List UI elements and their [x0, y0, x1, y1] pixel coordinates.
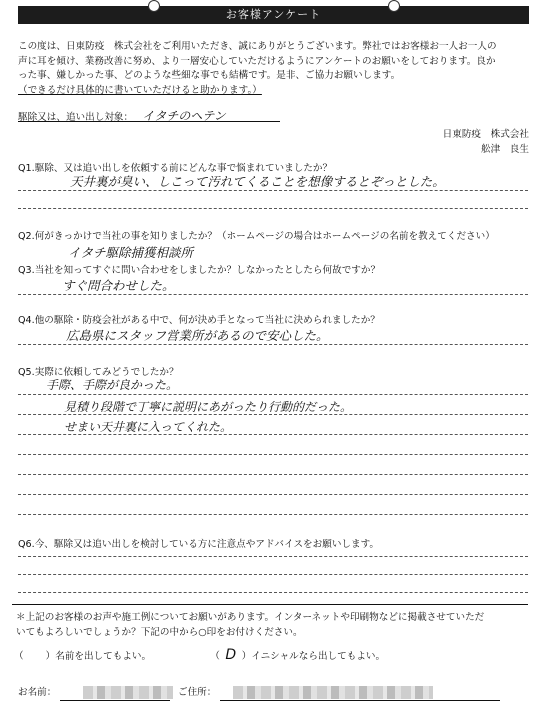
consent-option-name[interactable]: （ ）名前を出してもよい。: [14, 651, 152, 662]
intro-line: この度は、日東防疫 株式会社をご利用いただき、誠にありがとうございます。弊社ではお客様お一人お一人の: [18, 41, 497, 52]
option2-mark: D: [225, 647, 237, 663]
consent-options: [14, 647, 385, 663]
answer-3-handwritten: すぐ問合わせした。: [62, 278, 175, 293]
answer-1-handwritten: 天井裏が臭い、しこって汚れてくることを想像するとぞっとした。: [70, 174, 445, 189]
punch-hole-mark: [148, 0, 160, 12]
intro-line: 声に耳を傾け、業務改善に努め、より一層安心していただけるようにアンケートのお願いをしております。良か: [18, 55, 496, 67]
intro-line: った事、嫌しかった事、どのような些細な事でも結構です。是非、ご協力お願いします。: [18, 70, 401, 82]
answer-line: [18, 494, 528, 495]
address-field[interactable]: [178, 684, 433, 699]
answer-2-handwritten: イタチ駆除捕獲相談所: [68, 245, 194, 260]
intro-note: （できるだけ具体的に書いていただけると助かります。）: [18, 84, 262, 96]
target-handwritten-value: イタチのヘテン: [142, 109, 226, 123]
question-4: Q4.他の駆除・防疫会社がある中で、何が決め手となって当社に決められましたか？: [18, 315, 380, 326]
address-label: ご住所：: [178, 687, 217, 698]
name-label: お名前：: [18, 687, 57, 698]
answer-line: [18, 514, 528, 515]
answer-5-handwritten-line1: 手際、手際が良かった。: [46, 378, 179, 392]
address-underline: [220, 700, 500, 701]
survey-title: お客様アンケート: [225, 8, 322, 21]
punch-hole-mark: [388, 0, 400, 12]
answer-line: [18, 344, 528, 345]
target-label: 駆除又は、追い出し対象：: [18, 112, 134, 123]
answer-line: [18, 394, 528, 395]
intro-paragraph: [18, 40, 528, 98]
name-underline: [60, 700, 170, 701]
answer-5-handwritten-line3: せまい天井裏に入ってくれた。: [64, 420, 233, 434]
answer-line: [18, 574, 528, 575]
answer-4-handwritten: 広島県にスタッフ営業所があるので安心した。: [66, 328, 329, 343]
survey-header-banner: [18, 6, 529, 24]
company-block: [443, 127, 529, 157]
consent-line: いてもよろしいでしょうか？下記の中から○印をお付けください。: [16, 626, 303, 638]
company-person: 舩津 良生: [481, 144, 529, 155]
question-3: Q3.当社を知ってすぐに問い合わせをしましたか？しなかったとしたら何故ですか？: [18, 265, 381, 276]
answer-line: [18, 556, 528, 557]
target-underline: [18, 121, 280, 122]
option2-label: イニシャルなら出してもよい。: [251, 651, 386, 662]
answer-line: [18, 474, 528, 475]
answer-line: [18, 592, 528, 593]
answer-line: [18, 190, 528, 191]
consent-option-initial[interactable]: （ D ）イニシャルなら出してもよい。: [210, 647, 386, 663]
name-field[interactable]: [18, 684, 173, 699]
answer-line: [18, 208, 528, 209]
answer-line: [18, 294, 528, 295]
answer-line: [18, 454, 528, 455]
answer-5-handwritten-line2: 見積り段階で丁寧に説明にあがったり行動的だった。: [64, 400, 353, 414]
company-name: 日東防疫 株式会社: [442, 129, 529, 140]
consent-section: [12, 604, 528, 677]
redacted-address: [233, 686, 433, 699]
answer-line: [18, 434, 528, 435]
answer-line: [18, 414, 528, 415]
question-6: Q6.今、駆除又は追い出しを検討している方に注意点やアドバイスをお願いします。: [18, 539, 380, 550]
consent-line: ＊上記のお客様のお声や施工例についてお願いがあります。インターネットや印刷物などに掲載させていただ: [16, 612, 485, 623]
question-1: Q1.駆除、又は追い出しを依頼する前にどんな事で悩まれていましたか？: [18, 163, 333, 174]
question-2: Q2.何がきっかけで当社の事を知りましたか？（ホームページの場合はホームページの名前を教えてください）: [18, 231, 495, 242]
question-5: Q5.実際に依頼してみどうでしたか？: [18, 367, 179, 378]
option1-label: 名前を出してもよい。: [55, 651, 152, 662]
redacted-name: [83, 686, 173, 699]
